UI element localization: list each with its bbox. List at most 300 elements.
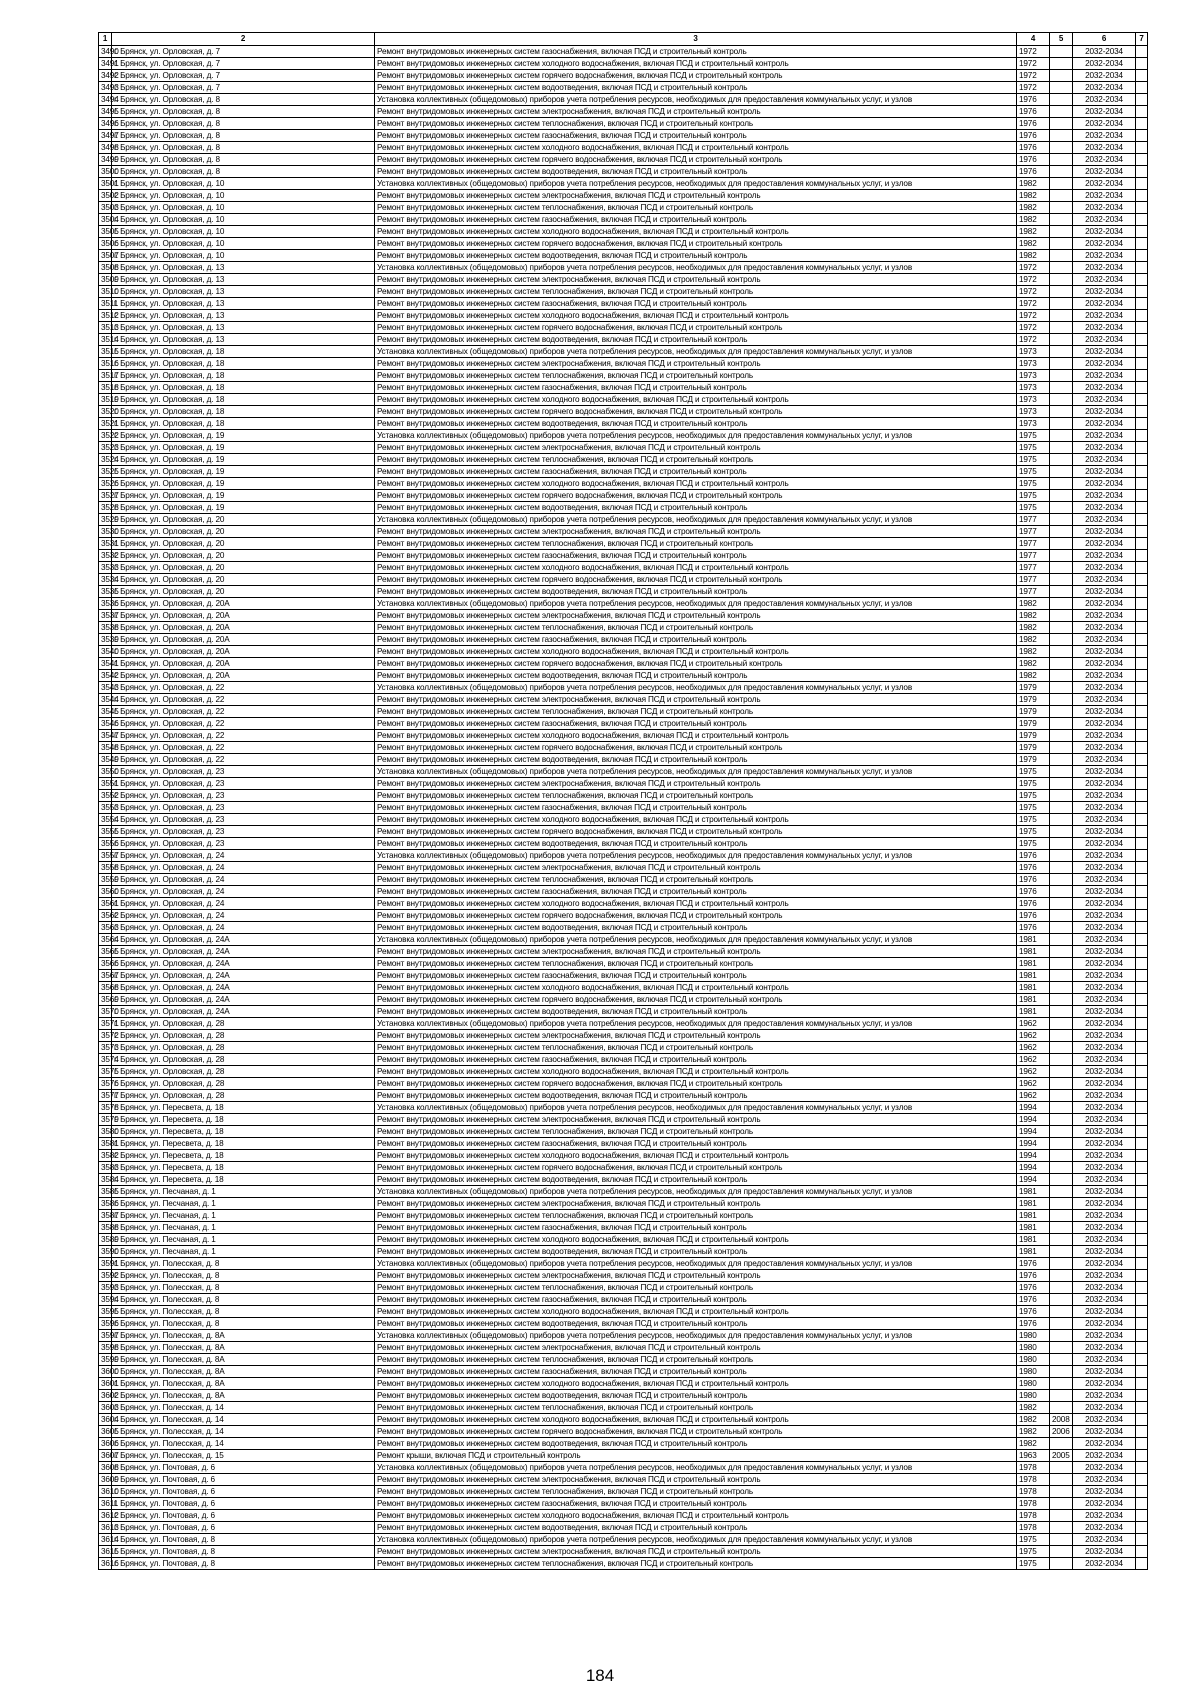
work-type-cell: Ремонт внутридомовых инженерных систем холодного водоснабжения, включая ПСД и строительный контроль [375, 814, 1017, 826]
work-type-cell: Ремонт внутридомовых инженерных систем горячего водоснабжения, включая ПСД и строительный контроль [375, 322, 1017, 334]
last-repair-year-cell [1050, 70, 1073, 82]
address-cell: г. Брянск, ул. Полесская, д. 8А [112, 1330, 375, 1342]
year-built-cell: 1979 [1017, 742, 1050, 754]
address-cell: г. Брянск, ул. Орловская, д. 19 [112, 478, 375, 490]
column-7-cell [1136, 1378, 1148, 1390]
address-cell: г. Брянск, ул. Орловская, д. 7 [112, 58, 375, 70]
planned-period-cell: 2032-2034 [1073, 706, 1136, 718]
address-cell: г. Брянск, ул. Орловская, д. 24 [112, 910, 375, 922]
last-repair-year-cell [1050, 970, 1073, 982]
planned-period-cell: 2032-2034 [1073, 634, 1136, 646]
planned-period-cell: 2032-2034 [1073, 586, 1136, 598]
year-built-cell: 1975 [1017, 814, 1050, 826]
last-repair-year-cell [1050, 826, 1073, 838]
last-repair-year-cell [1050, 634, 1073, 646]
work-type-cell: Установка коллективных (общедомовых) приборов учета потребления ресурсов, необходимых для предоставления коммунальных услуг, и узлов [375, 94, 1017, 106]
column-7-cell [1136, 1522, 1148, 1534]
last-repair-year-cell [1050, 1366, 1073, 1378]
row-number-cell: 3526 [99, 478, 112, 490]
work-type-cell: Ремонт внутридомовых инженерных систем холодного водоснабжения, включая ПСД и строительный контроль [375, 394, 1017, 406]
table-row [99, 814, 1148, 826]
year-built-cell: 1982 [1017, 658, 1050, 670]
column-7-cell [1136, 1006, 1148, 1018]
address-cell: г. Брянск, ул. Орловская, д. 20 [112, 538, 375, 550]
last-repair-year-cell [1050, 910, 1073, 922]
last-repair-year-cell [1050, 334, 1073, 346]
year-built-cell: 1976 [1017, 1294, 1050, 1306]
last-repair-year-cell [1050, 286, 1073, 298]
row-number-cell: 3588 [99, 1222, 112, 1234]
address-cell: г. Брянск, ул. Орловская, д. 18 [112, 358, 375, 370]
planned-period-cell: 2032-2034 [1073, 1510, 1136, 1522]
address-cell: г. Брянск, ул. Орловская, д. 13 [112, 322, 375, 334]
column-7-cell [1136, 1210, 1148, 1222]
address-cell: г. Брянск, ул. Песчаная, д. 1 [112, 1210, 375, 1222]
last-repair-year-cell [1050, 670, 1073, 682]
planned-period-cell: 2032-2034 [1073, 202, 1136, 214]
planned-period-cell: 2032-2034 [1073, 406, 1136, 418]
address-cell: г. Брянск, ул. Орловская, д. 24А [112, 958, 375, 970]
row-number-cell: 3496 [99, 118, 112, 130]
planned-period-cell: 2032-2034 [1073, 1366, 1136, 1378]
address-cell: г. Брянск, ул. Песчаная, д. 1 [112, 1234, 375, 1246]
work-type-cell: Ремонт внутридомовых инженерных систем электроснабжения, включая ПСД и строительный контроль [375, 1198, 1017, 1210]
last-repair-year-cell [1050, 1078, 1073, 1090]
year-built-cell: 1981 [1017, 946, 1050, 958]
column-7-cell [1136, 1054, 1148, 1066]
last-repair-year-cell [1050, 1162, 1073, 1174]
row-number-cell: 3605 [99, 1426, 112, 1438]
address-cell: г. Брянск, ул. Орловская, д. 24А [112, 994, 375, 1006]
table-row [99, 1270, 1148, 1282]
table-row [99, 946, 1148, 958]
year-built-cell: 1976 [1017, 118, 1050, 130]
address-cell: г. Брянск, ул. Почтовая, д. 6 [112, 1462, 375, 1474]
work-type-cell: Ремонт внутридомовых инженерных систем холодного водоснабжения, включая ПСД и строительный контроль [375, 1150, 1017, 1162]
work-type-cell: Ремонт внутридомовых инженерных систем электроснабжения, включая ПСД и строительный контроль [375, 1030, 1017, 1042]
planned-period-cell: 2032-2034 [1073, 322, 1136, 334]
work-type-cell: Ремонт крыши, включая ПСД и строительный контроль [375, 1450, 1017, 1462]
address-cell: г. Брянск, ул. Орловская, д. 22 [112, 742, 375, 754]
row-number-cell: 3596 [99, 1318, 112, 1330]
year-built-cell: 1977 [1017, 562, 1050, 574]
planned-period-cell: 2032-2034 [1073, 1198, 1136, 1210]
column-7-cell [1136, 1018, 1148, 1030]
row-number-cell: 3536 [99, 598, 112, 610]
work-type-cell: Ремонт внутридомовых инженерных систем холодного водоснабжения, включая ПСД и строительный контроль [375, 982, 1017, 994]
column-7-cell [1136, 1174, 1148, 1186]
last-repair-year-cell [1050, 1282, 1073, 1294]
address-cell: г. Брянск, ул. Орловская, д. 7 [112, 82, 375, 94]
last-repair-year-cell [1050, 1114, 1073, 1126]
row-number-cell: 3501 [99, 178, 112, 190]
work-type-cell: Ремонт внутридомовых инженерных систем газоснабжения, включая ПСД и строительный контроль [375, 298, 1017, 310]
column-7-cell [1136, 1042, 1148, 1054]
year-built-cell: 1972 [1017, 322, 1050, 334]
table-row [99, 1282, 1148, 1294]
address-cell: г. Брянск, ул. Орловская, д. 18 [112, 370, 375, 382]
table-row [99, 310, 1148, 322]
planned-period-cell: 2032-2034 [1073, 1018, 1136, 1030]
work-type-cell: Ремонт внутридомовых инженерных систем водоотведения, включая ПСД и строительный контроль [375, 166, 1017, 178]
work-type-cell: Ремонт внутридомовых инженерных систем холодного водоснабжения, включая ПСД и строительный контроль [375, 1306, 1017, 1318]
year-built-cell: 1975 [1017, 766, 1050, 778]
address-cell: г. Брянск, ул. Орловская, д. 13 [112, 298, 375, 310]
planned-period-cell: 2032-2034 [1073, 1006, 1136, 1018]
table-row [99, 358, 1148, 370]
last-repair-year-cell [1050, 982, 1073, 994]
year-built-cell: 1975 [1017, 838, 1050, 850]
address-cell: г. Брянск, ул. Орловская, д. 8 [112, 154, 375, 166]
row-number-cell: 3504 [99, 214, 112, 226]
year-built-cell: 1981 [1017, 958, 1050, 970]
last-repair-year-cell [1050, 166, 1073, 178]
last-repair-year-cell [1050, 298, 1073, 310]
work-type-cell: Ремонт внутридомовых инженерных систем холодного водоснабжения, включая ПСД и строительный контроль [375, 1378, 1017, 1390]
work-type-cell: Ремонт внутридомовых инженерных систем электроснабжения, включая ПСД и строительный контроль [375, 1114, 1017, 1126]
row-number-cell: 3601 [99, 1378, 112, 1390]
last-repair-year-cell [1050, 514, 1073, 526]
work-type-cell: Установка коллективных (общедомовых) приборов учета потребления ресурсов, необходимых для предоставления коммунальных услуг, и узлов [375, 430, 1017, 442]
work-type-cell: Ремонт внутридомовых инженерных систем газоснабжения, включая ПСД и строительный контроль [375, 886, 1017, 898]
column-7-cell [1136, 322, 1148, 334]
year-built-cell: 1973 [1017, 370, 1050, 382]
table-row [99, 850, 1148, 862]
column-7-cell [1136, 1294, 1148, 1306]
row-number-cell: 3586 [99, 1198, 112, 1210]
address-cell: г. Брянск, ул. Почтовая, д. 6 [112, 1486, 375, 1498]
address-cell: г. Брянск, ул. Полесская, д. 8 [112, 1270, 375, 1282]
row-number-cell: 3547 [99, 730, 112, 742]
column-7-cell [1136, 658, 1148, 670]
row-number-cell: 3534 [99, 574, 112, 586]
table-row [99, 790, 1148, 802]
work-type-cell: Ремонт внутридомовых инженерных систем теплоснабжения, включая ПСД и строительный контроль [375, 790, 1017, 802]
work-type-cell: Ремонт внутридомовых инженерных систем горячего водоснабжения, включая ПСД и строительный контроль [375, 994, 1017, 1006]
table-row [99, 1174, 1148, 1186]
work-type-cell: Установка коллективных (общедомовых) приборов учета потребления ресурсов, необходимых для предоставления коммунальных услуг, и узлов [375, 1330, 1017, 1342]
work-type-cell: Ремонт внутридомовых инженерных систем водоотведения, включая ПСД и строительный контроль [375, 250, 1017, 262]
work-type-cell: Ремонт внутридомовых инженерных систем холодного водоснабжения, включая ПСД и строительный контроль [375, 1414, 1017, 1426]
work-type-cell: Ремонт внутридомовых инженерных систем теплоснабжения, включая ПСД и строительный контроль [375, 1282, 1017, 1294]
address-cell: г. Брянск, ул. Почтовая, д. 8 [112, 1546, 375, 1558]
year-built-cell: 1976 [1017, 922, 1050, 934]
row-number-cell: 3494 [99, 94, 112, 106]
column-7-cell [1136, 946, 1148, 958]
column-7-cell [1136, 1390, 1148, 1402]
year-built-cell: 1979 [1017, 682, 1050, 694]
row-number-cell: 3585 [99, 1186, 112, 1198]
column-7-cell [1136, 970, 1148, 982]
year-built-cell: 1977 [1017, 526, 1050, 538]
table-row [99, 154, 1148, 166]
year-built-cell: 1980 [1017, 1378, 1050, 1390]
table-row [99, 1150, 1148, 1162]
address-cell: г. Брянск, ул. Орловская, д. 10 [112, 214, 375, 226]
planned-period-cell: 2032-2034 [1073, 862, 1136, 874]
address-cell: г. Брянск, ул. Орловская, д. 20 [112, 562, 375, 574]
address-cell: г. Брянск, ул. Орловская, д. 28 [112, 1054, 375, 1066]
table-row [99, 898, 1148, 910]
row-number-cell: 3569 [99, 994, 112, 1006]
last-repair-year-cell [1050, 82, 1073, 94]
planned-period-cell: 2032-2034 [1073, 502, 1136, 514]
address-cell: г. Брянск, ул. Орловская, д. 24А [112, 1006, 375, 1018]
address-cell: г. Брянск, ул. Орловская, д. 20 [112, 514, 375, 526]
year-built-cell: 1976 [1017, 154, 1050, 166]
table-row [99, 838, 1148, 850]
row-number-cell: 3503 [99, 202, 112, 214]
row-number-cell: 3554 [99, 814, 112, 826]
year-built-cell: 1975 [1017, 1534, 1050, 1546]
year-built-cell: 1982 [1017, 610, 1050, 622]
row-number-cell: 3542 [99, 670, 112, 682]
work-type-cell: Ремонт внутридомовых инженерных систем теплоснабжения, включая ПСД и строительный контроль [375, 454, 1017, 466]
year-built-cell: 1981 [1017, 982, 1050, 994]
planned-period-cell: 2032-2034 [1073, 598, 1136, 610]
address-cell: г. Брянск, ул. Почтовая, д. 6 [112, 1510, 375, 1522]
column-7-cell [1136, 1414, 1148, 1426]
last-repair-year-cell [1050, 706, 1073, 718]
work-type-cell: Ремонт внутридомовых инженерных систем теплоснабжения, включая ПСД и строительный контроль [375, 118, 1017, 130]
year-built-cell: 1976 [1017, 106, 1050, 118]
column-7-cell [1136, 490, 1148, 502]
column-7-cell [1136, 742, 1148, 754]
address-cell: г. Брянск, ул. Орловская, д. 20А [112, 670, 375, 682]
work-type-cell: Ремонт внутридомовых инженерных систем горячего водоснабжения, включая ПСД и строительный контроль [375, 1162, 1017, 1174]
last-repair-year-cell [1050, 322, 1073, 334]
year-built-cell: 1978 [1017, 1462, 1050, 1474]
row-number-cell: 3505 [99, 226, 112, 238]
planned-period-cell: 2032-2034 [1073, 94, 1136, 106]
table-row [99, 490, 1148, 502]
table-row [99, 1498, 1148, 1510]
work-type-cell: Ремонт внутридомовых инженерных систем холодного водоснабжения, включая ПСД и строительный контроль [375, 226, 1017, 238]
year-built-cell: 1975 [1017, 1558, 1050, 1570]
row-number-cell: 3517 [99, 370, 112, 382]
table-row [99, 586, 1148, 598]
work-type-cell: Установка коллективных (общедомовых) приборов учета потребления ресурсов, необходимых для предоставления коммунальных услуг, и узлов [375, 1186, 1017, 1198]
planned-period-cell: 2032-2034 [1073, 1210, 1136, 1222]
table-row [99, 430, 1148, 442]
work-type-cell: Ремонт внутридомовых инженерных систем электроснабжения, включая ПСД и строительный контроль [375, 1546, 1017, 1558]
address-cell: г. Брянск, ул. Орловская, д. 8 [112, 142, 375, 154]
row-number-cell: 3550 [99, 766, 112, 778]
address-cell: г. Брянск, ул. Песчаная, д. 1 [112, 1246, 375, 1258]
year-built-cell: 1982 [1017, 646, 1050, 658]
table-row [99, 1258, 1148, 1270]
address-cell: г. Брянск, ул. Орловская, д. 22 [112, 718, 375, 730]
planned-period-cell: 2032-2034 [1073, 1270, 1136, 1282]
address-cell: г. Брянск, ул. Пересвета, д. 18 [112, 1174, 375, 1186]
column-7-cell [1136, 1318, 1148, 1330]
row-number-cell: 3562 [99, 910, 112, 922]
last-repair-year-cell [1050, 238, 1073, 250]
row-number-cell: 3539 [99, 634, 112, 646]
address-cell: г. Брянск, ул. Орловская, д. 19 [112, 430, 375, 442]
address-cell: г. Брянск, ул. Полесская, д. 14 [112, 1438, 375, 1450]
row-number-cell: 3549 [99, 754, 112, 766]
column-7-cell [1136, 1534, 1148, 1546]
last-repair-year-cell [1050, 346, 1073, 358]
address-cell: г. Брянск, ул. Орловская, д. 23 [112, 766, 375, 778]
planned-period-cell: 2032-2034 [1073, 574, 1136, 586]
work-type-cell: Ремонт внутридомовых инженерных систем горячего водоснабжения, включая ПСД и строительный контроль [375, 742, 1017, 754]
row-number-cell: 3566 [99, 958, 112, 970]
year-built-cell: 1981 [1017, 1222, 1050, 1234]
table-row [99, 1486, 1148, 1498]
address-cell: г. Брянск, ул. Орловская, д. 19 [112, 454, 375, 466]
last-repair-year-cell [1050, 118, 1073, 130]
planned-period-cell: 2032-2034 [1073, 1054, 1136, 1066]
last-repair-year-cell [1050, 874, 1073, 886]
address-cell: г. Брянск, ул. Орловская, д. 24 [112, 850, 375, 862]
year-built-cell: 1978 [1017, 1486, 1050, 1498]
row-number-cell: 3521 [99, 418, 112, 430]
planned-period-cell: 2032-2034 [1073, 1318, 1136, 1330]
column-7-cell [1136, 862, 1148, 874]
address-cell: г. Брянск, ул. Полесская, д. 8 [112, 1282, 375, 1294]
year-built-cell: 1977 [1017, 574, 1050, 586]
table-row [99, 1510, 1148, 1522]
last-repair-year-cell [1050, 754, 1073, 766]
address-cell: г. Брянск, ул. Орловская, д. 18 [112, 406, 375, 418]
column-7-cell [1136, 1366, 1148, 1378]
planned-period-cell: 2032-2034 [1073, 1414, 1136, 1426]
table-row [99, 226, 1148, 238]
table-row [99, 1054, 1148, 1066]
column-7-cell [1136, 1102, 1148, 1114]
address-cell: г. Брянск, ул. Пересвета, д. 18 [112, 1162, 375, 1174]
table-row [99, 1426, 1148, 1438]
row-number-cell: 3602 [99, 1390, 112, 1402]
column-7-cell [1136, 874, 1148, 886]
table-row [99, 910, 1148, 922]
table-row [99, 1558, 1148, 1570]
last-repair-year-cell [1050, 310, 1073, 322]
column-7-cell [1136, 898, 1148, 910]
header-cell: 7 [1136, 33, 1148, 46]
last-repair-year-cell [1050, 1066, 1073, 1078]
row-number-cell: 3560 [99, 886, 112, 898]
year-built-cell: 1980 [1017, 1342, 1050, 1354]
planned-period-cell: 2032-2034 [1073, 1486, 1136, 1498]
row-number-cell: 3575 [99, 1066, 112, 1078]
work-type-cell: Ремонт внутридомовых инженерных систем теплоснабжения, включая ПСД и строительный контроль [375, 874, 1017, 886]
work-type-cell: Ремонт внутридомовых инженерных систем теплоснабжения, включая ПСД и строительный контроль [375, 1126, 1017, 1138]
address-cell: г. Брянск, ул. Орловская, д. 20А [112, 598, 375, 610]
row-number-cell: 3511 [99, 298, 112, 310]
last-repair-year-cell [1050, 1486, 1073, 1498]
year-built-cell: 1994 [1017, 1126, 1050, 1138]
row-number-cell: 3570 [99, 1006, 112, 1018]
table-row [99, 370, 1148, 382]
table-row [99, 598, 1148, 610]
column-7-cell [1136, 910, 1148, 922]
planned-period-cell: 2032-2034 [1073, 1066, 1136, 1078]
column-7-cell [1136, 118, 1148, 130]
planned-period-cell: 2032-2034 [1073, 958, 1136, 970]
address-cell: г. Брянск, ул. Орловская, д. 20А [112, 634, 375, 646]
work-type-cell: Ремонт внутридомовых инженерных систем горячего водоснабжения, включая ПСД и строительный контроль [375, 658, 1017, 670]
year-built-cell: 1972 [1017, 262, 1050, 274]
work-type-cell: Установка коллективных (общедомовых) приборов учета потребления ресурсов, необходимых для предоставления коммунальных услуг, и узлов [375, 1534, 1017, 1546]
last-repair-year-cell [1050, 1222, 1073, 1234]
table-row [99, 1330, 1148, 1342]
address-cell: г. Брянск, ул. Полесская, д. 8 [112, 1294, 375, 1306]
work-type-cell: Ремонт внутридомовых инженерных систем электроснабжения, включая ПСД и строительный контроль [375, 694, 1017, 706]
row-number-cell: 3551 [99, 778, 112, 790]
row-number-cell: 3563 [99, 922, 112, 934]
year-built-cell: 1977 [1017, 550, 1050, 562]
address-cell: г. Брянск, ул. Орловская, д. 8 [112, 130, 375, 142]
work-type-cell: Ремонт внутридомовых инженерных систем горячего водоснабжения, включая ПСД и строительный контроль [375, 1426, 1017, 1438]
table-row [99, 454, 1148, 466]
planned-period-cell: 2032-2034 [1073, 814, 1136, 826]
planned-period-cell: 2032-2034 [1073, 274, 1136, 286]
year-built-cell: 1975 [1017, 490, 1050, 502]
last-repair-year-cell [1050, 1498, 1073, 1510]
last-repair-year-cell [1050, 382, 1073, 394]
address-cell: г. Брянск, ул. Орловская, д. 19 [112, 490, 375, 502]
work-type-cell: Ремонт внутридомовых инженерных систем теплоснабжения, включая ПСД и строительный контроль [375, 706, 1017, 718]
work-type-cell: Ремонт внутридомовых инженерных систем холодного водоснабжения, включая ПСД и строительный контроль [375, 58, 1017, 70]
column-7-cell [1136, 190, 1148, 202]
column-7-cell [1136, 1078, 1148, 1090]
row-number-cell: 3573 [99, 1042, 112, 1054]
row-number-cell: 3580 [99, 1126, 112, 1138]
table-row [99, 334, 1148, 346]
year-built-cell: 1962 [1017, 1054, 1050, 1066]
row-number-cell: 3607 [99, 1450, 112, 1462]
address-cell: г. Брянск, ул. Орловская, д. 24 [112, 898, 375, 910]
work-type-cell: Ремонт внутридомовых инженерных систем водоотведения, включая ПСД и строительный контроль [375, 82, 1017, 94]
work-type-cell: Ремонт внутридомовых инженерных систем газоснабжения, включая ПСД и строительный контроль [375, 1366, 1017, 1378]
row-number-cell: 3495 [99, 106, 112, 118]
address-cell: г. Брянск, ул. Орловская, д. 22 [112, 754, 375, 766]
work-type-cell: Ремонт внутридомовых инженерных систем водоотведения, включая ПСД и строительный контроль [375, 418, 1017, 430]
row-number-cell: 3522 [99, 430, 112, 442]
column-7-cell [1136, 814, 1148, 826]
work-type-cell: Ремонт внутридомовых инженерных систем водоотведения, включая ПСД и строительный контроль [375, 922, 1017, 934]
row-number-cell: 3552 [99, 790, 112, 802]
column-7-cell [1136, 1258, 1148, 1270]
row-number-cell: 3604 [99, 1414, 112, 1426]
year-built-cell: 1973 [1017, 382, 1050, 394]
column-7-cell [1136, 202, 1148, 214]
year-built-cell: 1982 [1017, 178, 1050, 190]
table-row [99, 682, 1148, 694]
year-built-cell: 1982 [1017, 202, 1050, 214]
row-number-cell: 3544 [99, 694, 112, 706]
last-repair-year-cell [1050, 610, 1073, 622]
planned-period-cell: 2032-2034 [1073, 610, 1136, 622]
work-type-cell: Ремонт внутридомовых инженерных систем горячего водоснабжения, включая ПСД и строительный контроль [375, 154, 1017, 166]
year-built-cell: 1975 [1017, 502, 1050, 514]
last-repair-year-cell [1050, 574, 1073, 586]
planned-period-cell: 2032-2034 [1073, 622, 1136, 634]
work-type-cell: Установка коллективных (общедомовых) приборов учета потребления ресурсов, необходимых для предоставления коммунальных услуг, и узлов [375, 598, 1017, 610]
row-number-cell: 3561 [99, 898, 112, 910]
address-cell: г. Брянск, ул. Орловская, д. 28 [112, 1018, 375, 1030]
table-row [99, 718, 1148, 730]
work-type-cell: Ремонт внутридомовых инженерных систем холодного водоснабжения, включая ПСД и строительный контроль [375, 1234, 1017, 1246]
column-7-cell [1136, 1558, 1148, 1570]
column-7-cell [1136, 1426, 1148, 1438]
year-built-cell: 1975 [1017, 442, 1050, 454]
column-7-cell [1136, 1222, 1148, 1234]
table-row [99, 1042, 1148, 1054]
